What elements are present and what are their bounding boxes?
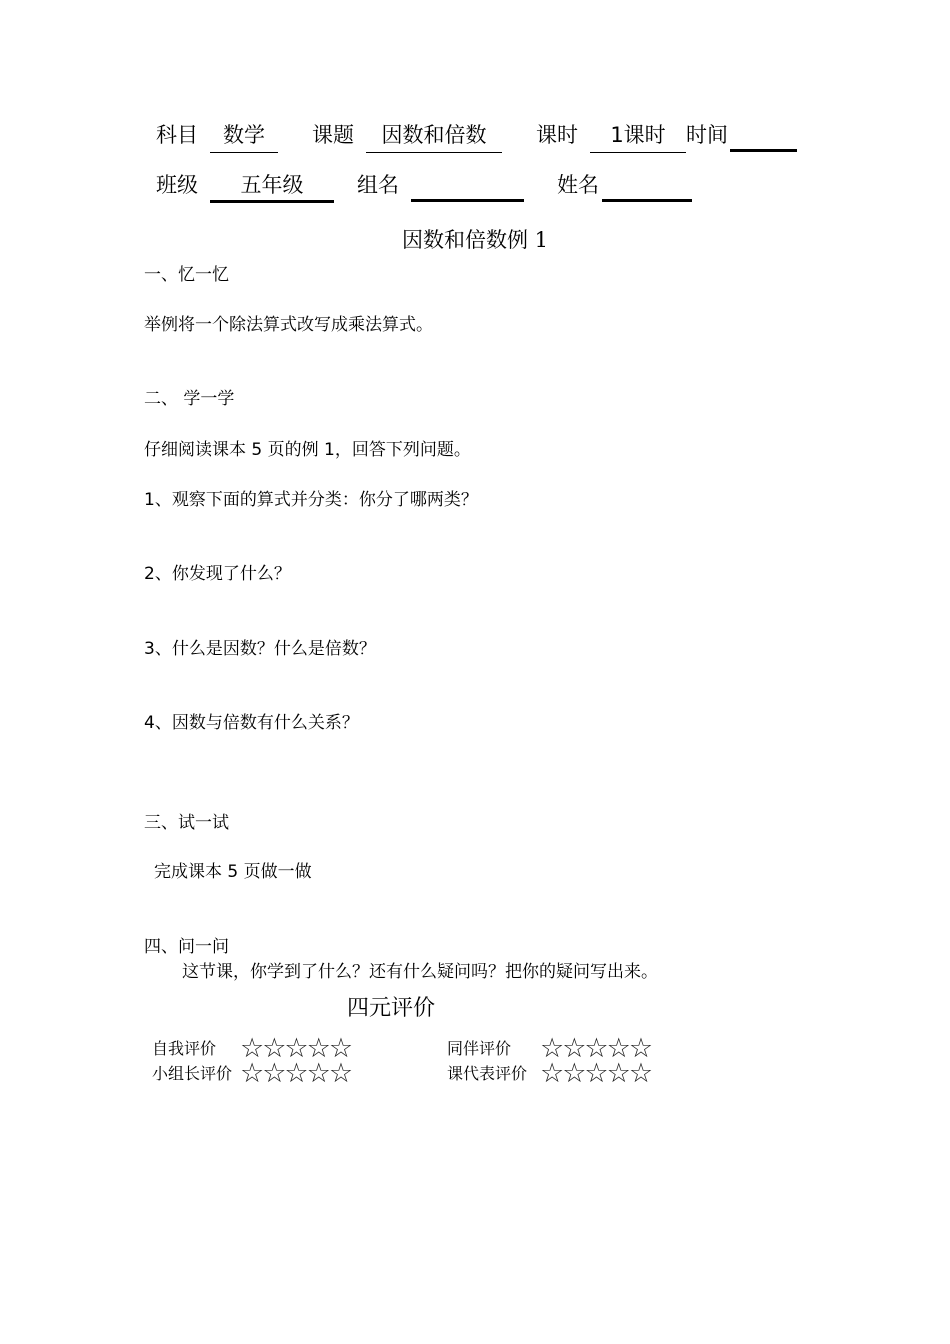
- class-label: 班级: [156, 173, 198, 197]
- question-3: 3、什么是因数？什么是倍数？: [144, 639, 376, 659]
- section-1-text: 举例将一个除法算式改写成乘法算式。: [144, 315, 433, 335]
- section-4-text: 这节课，你学到了什么？还有什么疑问吗？把你的疑问写出来。: [182, 962, 658, 982]
- period-field[interactable]: [590, 122, 686, 153]
- time-field[interactable]: [730, 149, 797, 152]
- rep-eval-stars[interactable]: ☆☆☆☆☆: [540, 1058, 652, 1089]
- document-title: 因数和倍数例 1: [401, 228, 549, 252]
- question-2: 2、你发现了什么？: [144, 564, 291, 584]
- section-2-intro: 仔细阅读课本 5 页的例 1，回答下列问题。: [144, 440, 471, 460]
- section-1-heading: 一、忆一忆: [144, 265, 229, 285]
- group-label: 组名: [357, 173, 399, 197]
- question-1: 1、观察下面的算式并分类：你分了哪两类？: [144, 490, 478, 510]
- leader-eval-label: 小组长评价: [152, 1064, 233, 1083]
- section-3-heading: 三、试一试: [144, 813, 229, 833]
- section-4-heading: 四、问一问: [144, 937, 229, 957]
- self-eval-stars[interactable]: ☆☆☆☆☆: [240, 1033, 352, 1064]
- class-value: 五年级: [240, 173, 304, 197]
- section-3-text: 完成课本 5 页做一做: [154, 862, 312, 882]
- peer-eval-stars[interactable]: ☆☆☆☆☆: [540, 1033, 652, 1064]
- topic-field[interactable]: [366, 122, 502, 153]
- topic-label: 课题: [312, 123, 354, 147]
- subject-field[interactable]: [210, 122, 278, 153]
- topic-value: 因数和倍数: [381, 123, 487, 147]
- name-label: 姓名: [557, 173, 599, 197]
- peer-eval-label: 同伴评价: [447, 1039, 512, 1058]
- question-4: 4、因数与倍数有什么关系？: [144, 713, 359, 733]
- name-field[interactable]: [602, 199, 692, 202]
- leader-eval-stars[interactable]: ☆☆☆☆☆: [240, 1058, 352, 1089]
- group-field[interactable]: [411, 199, 524, 202]
- class-field[interactable]: [210, 172, 334, 203]
- period-label: 课时: [536, 123, 578, 147]
- self-eval-label: 自我评价: [152, 1039, 217, 1058]
- section-2-heading: 二、 学一学: [144, 389, 235, 409]
- period-value: 1课时: [610, 123, 666, 147]
- evaluation-title: 四元评价: [347, 996, 436, 1021]
- time-label: 时间: [686, 123, 728, 147]
- rep-eval-label: 课代表评价: [447, 1064, 528, 1083]
- subject-label: 科目: [156, 123, 198, 147]
- subject-value: 数学: [223, 123, 265, 147]
